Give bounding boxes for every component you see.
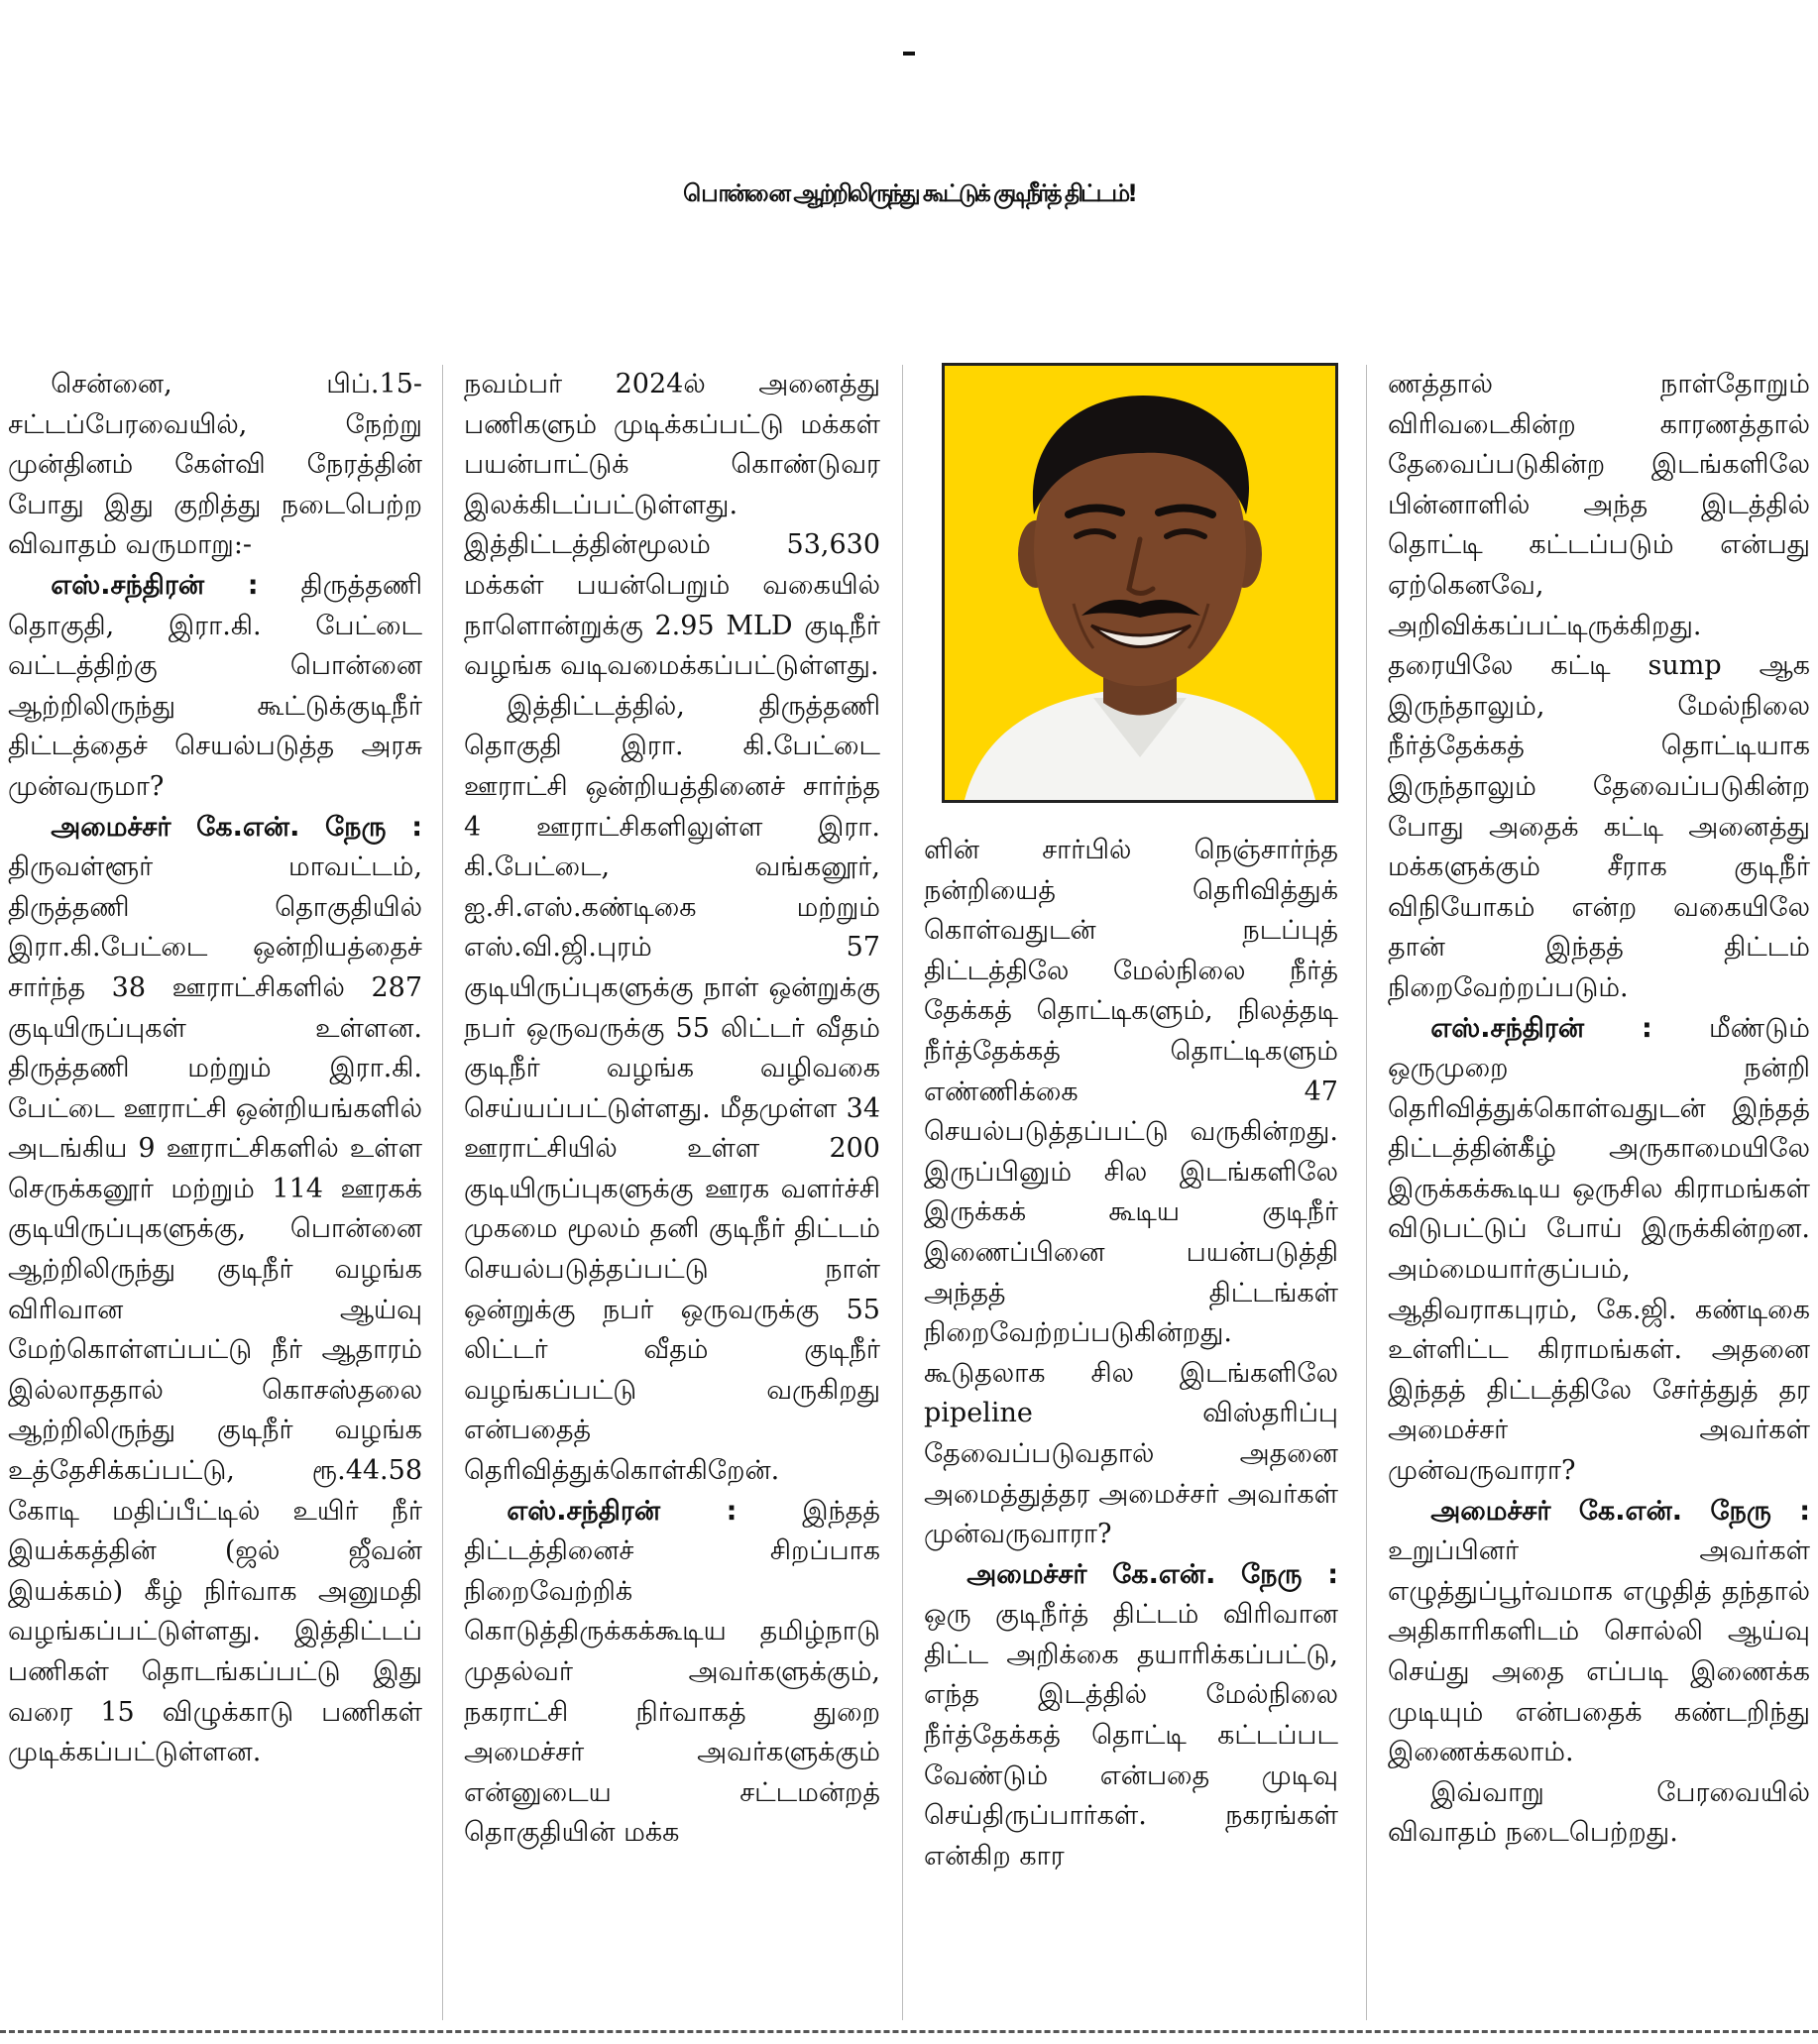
kicker-text [903,48,915,56]
column-divider [902,365,903,2020]
article-headline: பொன்னை ஆற்றிலிருந்து கூட்டுக் குடிநீர்த் திட்டம்! [683,179,1135,207]
closing-paragraph: இவ்வாறு பேரவையில் விவாதம் நடைபெற்றது. [1388,1776,1810,1849]
speaker-label: எஸ்.சந்திரன் : [507,1495,738,1527]
speaker-label: எஸ்.சந்திரன் : [51,569,259,601]
bottom-divider [0,2030,1818,2033]
portrait-icon [945,366,1335,800]
speaker-label: அமைச்சர் கே.என். நேரு : [51,811,422,843]
article-subheadline [0,278,1818,367]
paragraph-text: ணத்தால் நாள்தோறும் விரிவடைகின்ற காரணத்தால் தேவைப்படுகின்ற இடங்களிலே பின்னாளில் அந்த இடத்தில் தொட்டி கட்டப்படும் என்பது ஏற்கெனவே, அறிவிக்கப்பட்டிருக்கிறது. தரையிலே கட்டி sump ஆக இருந்தாலும், மேல்நிலை நீர்த்தேக்கத் தொட்டியாக இருந்தாலும் தேவைப்படுகின்ற போது அதைக் கட்டி அனைத்து மக்களுக்கும் சீராக குடிநீர் விநியோகம் என்ற வகையிலே தான் இந்தத் திட்டம் நிறைவேற்றப்படும். [1388,369,1810,1003]
paragraph-text: ளின் சார்பில் நெஞ்சார்ந்த நன்றியைத் தெரிவித்துக் கொள்வதுடன் நடப்புத் திட்டத்திலே மேல்நிலை நீர்த் தேக்கத் தொட்டிகளும், நிலத்தடி நீர்த்தேக்கத் தொட்டிகளும் எண்ணிக்கை 47 செயல்படுத்தப்பட்டு வருகின்றது. இருப்பினும் சில இடங்களிலே இருக்கக் கூடிய குடிநீர் இணைப்பினை பயன்படுத்தி அந்தத் திட்டங்கள் நிறைவேற்றப்படுகின்றது. கூடுதலாக சில இடங்களிலே pipeline விஸ்தரிப்பு தேவைப்படுவதால் அதனை அமைத்துத்தர அமைச்சர் அவர்கள் முன்வருவாரா? [924,835,1338,1550]
paragraph-text: திருவள்ளூர் மாவட்டம், திருத்தணி தொகுதியில் இரா.கி.பேட்டை ஒன்றியத்தைச் சார்ந்த 38 ஊராட்சிகளில் 287 குடியிருப்புகள் உள்ளன. திருத்தணி மற்றும் இரா.கி. பேட்டை ஊராட்சி ஒன்றியங்களில் அடங்கிய 9 ஊராட்சிகளில் உள்ள செருக்கனூர் மற்றும் 114 ஊரகக் குடியிருப்புகளுக்கு, பொன்னை ஆற்றிலிருந்து குடிநீர் வழங்க விரிவான ஆய்வு மேற்கொள்ளப்பட்டு நீர் ஆதாரம் இல்லாததால் கொசஸ்தலை ஆற்றிலிருந்து குடிநீர் வழங்க உத்தேசிக்கப்பட்டு, ரூ.44.58 கோடி மதிப்பீட்டில் உயிர் நீர் இயக்கத்தின் (ஜல் ஜீவன் இயக்கம்) கீழ் நிர்வாக அனுமதி வழங்கப்பட்டுள்ளது. இத்திட்டப் பணிகள் தொடங்கப்பட்டு இது வரை 15 விழுக்காடு பணிகள் முடிக்கப்பட்டுள்ளன. [8,852,422,1768]
paragraph-text: ஒரு குடிநீர்த் திட்டம் விரிவான திட்ட அறிக்கை தயாரிக்கப்பட்டு, எந்த இடத்தில் மேல்நிலை நீர்த்தேக்கத் தொட்டி கட்டப்பட வேண்டும் என்பதை முடிவு செய்திருப்பார்கள். நகரங்கள் என்கிற கார [924,1599,1338,1872]
paragraph-text: உறுப்பினர் அவர்கள் எழுத்துப்பூர்வமாக எழுதித் தந்தால் அதிகாரிகளிடம் சொல்லி ஆய்வு செய்து அதை எப்படி இணைக்க முடியும் என்பதைக் கண்டறிந்து இணைக்கலாம். [1388,1535,1810,1768]
paragraph-text: இந்தத் திட்டத்தினைச் சிறப்பாக நிறைவேற்றிக் கொடுத்திருக்கக்கூடிய தமிழ்நாடு முதல்வர் அவர்களுக்கும், நகராட்சி நிர்வாகத் துறை அமைச்சர் அவர்களுக்கும் என்னுடைய சட்டமன்றத் தொகுதியின் மக்க [464,1495,880,1849]
article-kicker [0,0,1818,95]
column-divider [442,365,443,2020]
article-column-3 [924,831,1338,2030]
paragraph-text: நவம்பர் 2024ல் அனைத்து பணிகளும் முடிக்கப்பட்டு மக்கள் பயன்பாட்டுக் கொண்டுவர இலக்கிடப்பட்டுள்ளது. இத்திட்டத்தின்மூலம் 53,630 மக்கள் பயன்பெறும் வகையில் நாளொன்றுக்கு 2.95 MLD குடிநீர் வழங்க வடிவமைக்கப்பட்டுள்ளது. [464,369,880,682]
speaker-label: அமைச்சர் கே.என். நேரு : [1430,1495,1810,1527]
article-column-1 [8,365,422,2030]
paragraph-text: மீண்டும் ஒருமுறை நன்றி தெரிவித்துக்கொள்வதுடன் இந்தத் திட்டத்தின்கீழ் அருகாமையிலே இருக்கக்கூடிய ஒருசில கிராமங்கள் விடுபட்டுப் போய் இருக்கின்றன. அம்மையார்குப்பம், ஆதிவராகபுரம், கே.ஜி. கண்டிகை உள்ளிட்ட கிராமங்கள். அதனை இந்தத் திட்டத்திலே சேர்த்துத் தர அமைச்சர் அவர்கள் முன்வருவாரா? [1388,1012,1810,1487]
speaker-label: அமைச்சர் கே.என். நேரு : [966,1558,1338,1590]
column-divider [1366,365,1367,2020]
dateline-paragraph: சென்னை, பிப்.15- சட்டப்பேரவையில், நேற்று முன்தினம் கேள்வி நேரத்தின் போது இது குறித்து நடைபெற்ற விவாதம் வருமாறு:- [8,369,422,561]
article-column-4 [1388,365,1810,2030]
speaker-label: எஸ்.சந்திரன் : [1430,1012,1652,1044]
paragraph-text: திருத்தணி தொகுதி, இரா.கி. பேட்டை வட்டத்திற்கு பொன்னை ஆற்றிலிருந்து கூட்டுக்குடிநீர் திட்டத்தைச் செயல்படுத்த அரசு முன்வருமா? [8,569,422,802]
paragraph-text: இத்திட்டத்தில், திருத்தணி தொகுதி இரா. கி.பேட்டை ஊராட்சி ஒன்றியத்தினைச் சார்ந்த 4 ஊராட்சிகளிலுள்ள இரா. கி.பேட்டை, வங்கனூர், ஐ.சி.எஸ்.கண்டிகை மற்றும் எஸ்.வி.ஜி.புரம் 57 குடியிருப்புகளுக்கு நாள் ஒன்றுக்கு நபர் ஒருவருக்கு 55 லிட்டர் வீதம் குடிநீர் வழங்க வழிவகை செய்யப்பட்டுள்ளது. மீதமுள்ள 34 ஊராட்சியில் உள்ள 200 குடியிருப்புகளுக்கு ஊரக வளர்ச்சி முகமை மூலம் தனி குடிநீர் திட்டம் செயல்படுத்தப்பட்டு நாள் ஒன்றுக்கு நபர் ஒருவருக்கு 55 லிட்டர் வீதம் குடிநீர் வழங்கப்பட்டு வருகிறது என்பதைத் தெரிவித்துக்கொள்கிறேன். [464,690,880,1487]
portrait-photo [942,363,1338,803]
article-column-2 [464,365,880,2030]
